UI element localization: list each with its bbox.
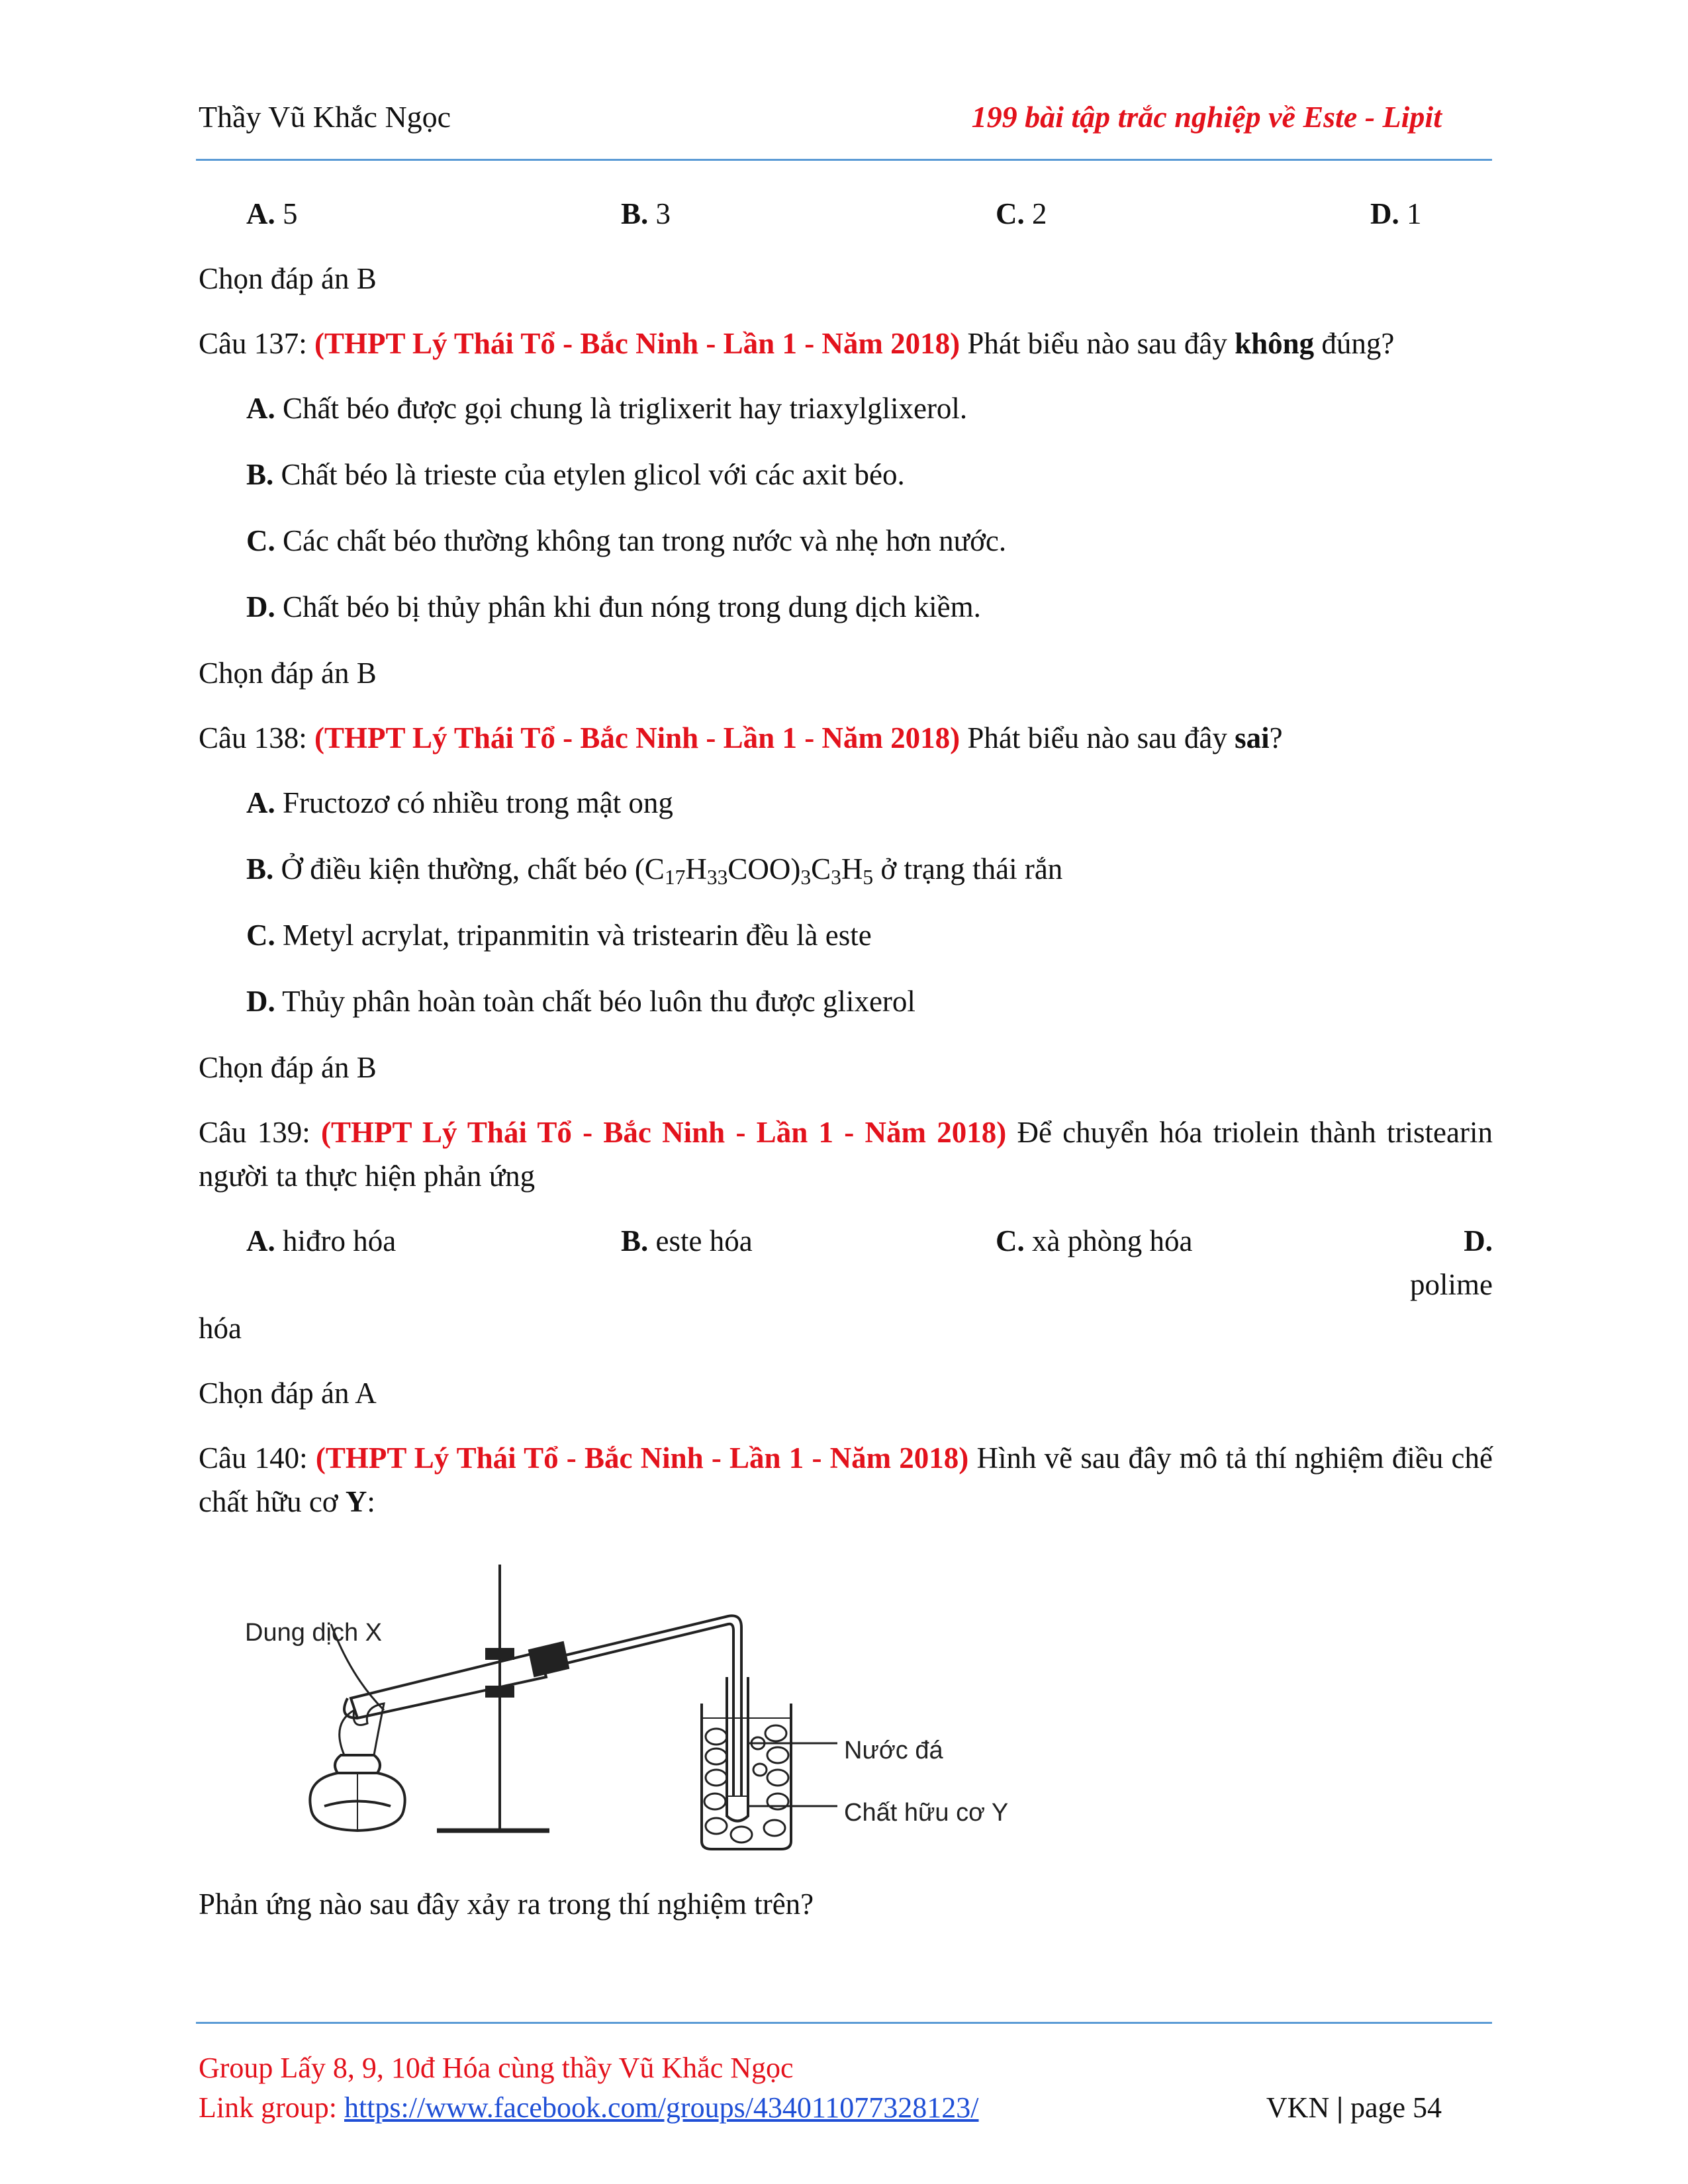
option-d: D. Thủy phân hoàn toàn chất béo luôn thu được glixerol — [246, 985, 915, 1018]
footer-link-line: Link group: https://www.facebook.com/groups/434011077328123/ — [199, 2091, 979, 2124]
q139-options — [199, 1219, 1493, 1306]
experiment-figure — [218, 1545, 1026, 1862]
option-b: B. este hóa — [621, 1224, 753, 1257]
option-a: A. hiđro hóa — [246, 1224, 397, 1257]
follow-up-question: Phản ứng nào sau đây xảy ra trong thí nghiệm trên? — [199, 1888, 814, 1921]
footer-divider — [196, 2022, 1492, 2024]
option-d-wrap: hóa — [199, 1312, 242, 1345]
question-source: (THPT Lý Thái Tổ - Bắc Ninh - Lần 1 - Năm 2018) — [314, 327, 961, 360]
option-a: A. Chất béo được gọi chung là triglixerit hay triaxylglixerol. — [246, 392, 968, 425]
footer — [199, 2048, 979, 2128]
option-c: C. Các chất béo thường không tan trong nước và nhẹ hơn nước. — [246, 524, 1007, 557]
header-divider — [196, 159, 1492, 161]
option-b: B. 3 — [621, 197, 671, 230]
option-a: A. 5 — [246, 197, 298, 230]
answer-line: Chọn đáp án B — [199, 1051, 377, 1084]
question-139: Câu 139: (THPT Lý Thái Tổ - Bắc Ninh - Lần 1 - Năm 2018) Để chuyển hóa triolein thành tristearin người ta thực hiện phản ứng — [199, 1116, 1493, 1193]
option-a: A. Fructozơ có nhiều trong mật ong — [246, 786, 673, 819]
option-d: D. polime — [1387, 1224, 1493, 1301]
answer-line: Chọn đáp án A — [199, 1377, 377, 1410]
label-ice-water: Nước đá — [844, 1737, 943, 1764]
question-source: (THPT Lý Thái Tổ - Bắc Ninh - Lần 1 - Năm 2018) — [321, 1116, 1007, 1149]
question-140: Câu 140: (THPT Lý Thái Tổ - Bắc Ninh - Lần 1 - Năm 2018) Hình vẽ sau đây mô tả thí nghiệm điều chế chất hữu cơ Y: — [199, 1441, 1493, 1518]
option-b: B. Chất béo là trieste của etylen glicol với các axit béo. — [246, 458, 905, 491]
label-organic-y: Chất hữu cơ Y — [844, 1799, 1009, 1827]
option-c: C. 2 — [996, 197, 1047, 230]
question-source: (THPT Lý Thái Tổ - Bắc Ninh - Lần 1 - Năm 2018) — [314, 721, 961, 754]
label-solution-x: Dung dịch X — [245, 1619, 383, 1647]
header-doc-title: 199 bài tập trắc nghiệp về Este - Lipit — [971, 100, 1442, 134]
prev-options — [199, 192, 1493, 236]
option-d: D. Chất béo bị thủy phân khi đun nóng trong dung dịch kiềm. — [246, 590, 981, 623]
answer-line: Chọn đáp án B — [199, 657, 377, 690]
option-d: D. 1 — [1370, 197, 1422, 230]
header-author: Thầy Vũ Khắc Ngọc — [199, 100, 451, 134]
page-number: VKN | page 54 — [1266, 2091, 1442, 2124]
page-content — [199, 192, 1493, 1947]
footer-group: Group Lấy 8, 9, 10đ Hóa cùng thầy Vũ Khắc Ngọc — [199, 2052, 794, 2084]
answer-line: Chọn đáp án B — [199, 262, 377, 295]
question-137: Câu 137: (THPT Lý Thái Tổ - Bắc Ninh - Lần 1 - Năm 2018) Phát biểu nào sau đây không đúng? — [199, 327, 1395, 360]
option-b: B. Ở điều kiện thường, chất béo $(C_{17}H_{33}COO)_3C_3H_5$ ở trạng thái rắn — [246, 852, 1063, 889]
option-c: C. xà phòng hóa — [996, 1224, 1193, 1257]
question-source: (THPT Lý Thái Tổ - Bắc Ninh - Lần 1 - Năm 2018) — [315, 1441, 969, 1475]
group-link[interactable]: https://www.facebook.com/groups/434011077328123/ — [344, 2091, 979, 2124]
question-138: Câu 138: (THPT Lý Thái Tổ - Bắc Ninh - Lần 1 - Năm 2018) Phát biểu nào sau đây sai? — [199, 721, 1283, 754]
option-c: C. Metyl acrylat, tripanmitin và tristearin đều là este — [246, 919, 872, 952]
